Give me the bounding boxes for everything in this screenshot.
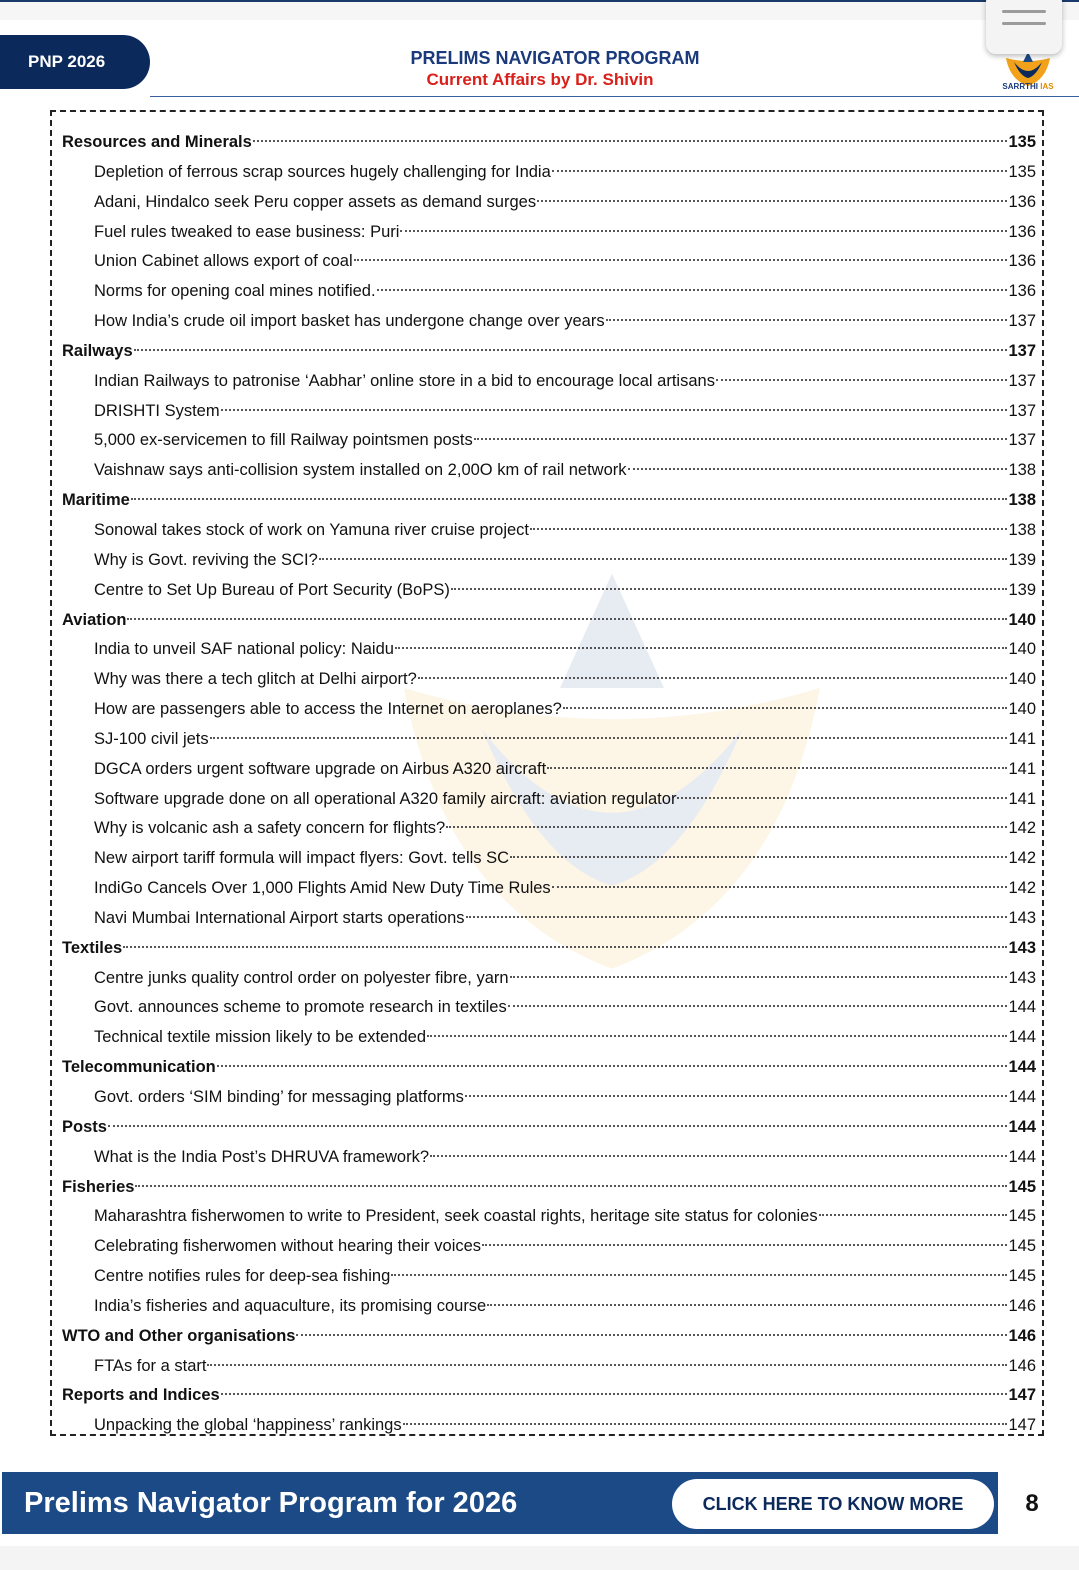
- toc-entry-page: 137: [1008, 341, 1036, 360]
- toc-entry-page: 136: [1008, 282, 1036, 301]
- toc-item-entry[interactable]: [62, 158, 1036, 188]
- toc-dot-leader: [221, 1393, 1008, 1395]
- toc-entry-title: Centre notifies rules for deep-sea fishing: [94, 1267, 391, 1286]
- toc-entry-page: 138: [1008, 491, 1036, 510]
- toc-entry-page: 146: [1008, 1296, 1036, 1315]
- toc-dot-leader: [563, 707, 1008, 709]
- toc-section-entry[interactable]: [62, 128, 1036, 158]
- toc-entry-title: Textiles: [62, 938, 123, 957]
- toc-item-entry[interactable]: [62, 1292, 1036, 1322]
- toc-entry-title: DGCA orders urgent software upgrade on Airbus A320 aircraft: [94, 759, 547, 778]
- toc-dot-leader: [552, 886, 1008, 888]
- toc-entry-page: 147: [1008, 1386, 1036, 1405]
- toc-item-entry[interactable]: [62, 426, 1036, 456]
- toc-dot-leader: [628, 468, 1008, 470]
- toc-entry-page: 142: [1008, 819, 1036, 838]
- page-number: 8: [1025, 1490, 1039, 1517]
- toc-section-entry[interactable]: [62, 1113, 1036, 1143]
- toc-item-entry[interactable]: [62, 188, 1036, 218]
- toc-dot-leader: [354, 259, 1008, 261]
- toc-entry-title: Navi Mumbai International Airport starts operations: [94, 908, 465, 927]
- toc-entry-title: Centre junks quality control order on polyester fibre, yarn: [94, 968, 509, 987]
- bottom-band: [0, 1546, 1079, 1570]
- toc-dot-leader: [253, 140, 1008, 142]
- toc-item-entry[interactable]: [62, 367, 1036, 397]
- toc-entry-title: DRISHTI System: [94, 401, 220, 420]
- toc-entry-page: 140: [1008, 700, 1036, 719]
- toc-entry-page: 145: [1008, 1237, 1036, 1256]
- toc-item-entry[interactable]: [62, 993, 1036, 1023]
- toc-entry-title: Fisheries: [62, 1177, 135, 1196]
- toc-dot-leader: [510, 976, 1008, 978]
- toc-entry-title: Celebrating fisherwomen without hearing their voices: [94, 1237, 482, 1256]
- toc-dot-leader: [677, 797, 1007, 799]
- toc-entry-page: 136: [1008, 222, 1036, 241]
- toc-item-entry[interactable]: [62, 874, 1036, 904]
- toc-dot-leader: [127, 618, 1007, 620]
- toc-entry-page: 138: [1008, 461, 1036, 480]
- toc-entry-page: 146: [1008, 1326, 1036, 1345]
- toc-item-entry[interactable]: [62, 785, 1036, 815]
- toc-dot-leader: [377, 289, 1008, 291]
- toc-dot-leader: [466, 916, 1008, 918]
- toc-entry-title: India to unveil SAF national policy: Naidu: [94, 640, 394, 659]
- toc-dot-leader: [134, 349, 1008, 351]
- toc-section-entry[interactable]: [62, 1173, 1036, 1203]
- toc-dot-leader: [108, 1125, 1008, 1127]
- toc-dot-leader: [207, 1364, 1007, 1366]
- toc-entry-page: 141: [1008, 729, 1036, 748]
- toc-entry-title: IndiGo Cancels Over 1,000 Flights Amid New Duty Time Rules: [94, 879, 551, 898]
- toc-item-entry[interactable]: [62, 665, 1036, 695]
- toc-entry-page: 135: [1008, 133, 1036, 151]
- toc-item-entry[interactable]: [62, 277, 1036, 307]
- know-more-button[interactable]: CLICK HERE TO KNOW MORE: [672, 1479, 994, 1529]
- toc-entry-title: New airport tariff formula will impact flyers: Govt. tells SC: [94, 849, 510, 868]
- banner-text: Prelims Navigator Program for 2026: [24, 1487, 518, 1519]
- toc-entry-page: 144: [1008, 1028, 1036, 1047]
- toc-entry-title: Govt. orders ‘SIM binding’ for messaging platforms: [94, 1088, 464, 1106]
- header-divider: [150, 96, 1079, 97]
- toc-item-entry[interactable]: [62, 904, 1036, 934]
- toc-entry-page: 136: [1008, 252, 1036, 271]
- toc-entry-page: 141: [1008, 759, 1036, 778]
- toc-entry-page: 146: [1008, 1356, 1036, 1375]
- toc-entry-page: 143: [1008, 938, 1036, 957]
- toc-dot-leader: [510, 856, 1007, 858]
- toc-section-entry[interactable]: [62, 1322, 1036, 1352]
- toc-dot-leader: [427, 1035, 1007, 1037]
- toc-dot-leader: [547, 767, 1007, 769]
- toc-entry-title: FTAs for a start: [94, 1356, 207, 1375]
- toc-dot-leader: [319, 558, 1008, 560]
- toc-dot-leader: [819, 1214, 1008, 1216]
- toc-item-entry[interactable]: [62, 1411, 1036, 1441]
- pnp-badge-label: PNP 2026: [28, 52, 106, 71]
- toc-dot-leader: [430, 1155, 1007, 1157]
- toc-item-entry[interactable]: [62, 1143, 1036, 1173]
- toc-item-entry[interactable]: [62, 1083, 1036, 1113]
- toc-entry-title: Norms for opening coal mines notified.: [94, 282, 376, 301]
- toc-section-entry[interactable]: [62, 1053, 1036, 1083]
- toc-dot-leader: [451, 588, 1008, 590]
- toc-dot-leader: [606, 319, 1008, 321]
- toc-item-entry[interactable]: [62, 755, 1036, 785]
- toc-entry-page: 141: [1008, 789, 1036, 808]
- toc-dot-leader: [530, 528, 1007, 530]
- toc-entry-page: 142: [1008, 849, 1036, 868]
- toc-item-entry[interactable]: [62, 1202, 1036, 1232]
- toc-entry-title: Union Cabinet allows export of coal: [94, 252, 353, 271]
- toc-entry-title: How are passengers able to access the Internet on aeroplanes?: [94, 700, 562, 719]
- toc-entry-page: 143: [1008, 968, 1036, 987]
- toc-item-entry[interactable]: [62, 1262, 1036, 1292]
- toc-entry-title: 5,000 ex-servicemen to fill Railway pointsmen posts: [94, 431, 473, 450]
- toc-entry-title: Telecommunication: [62, 1058, 216, 1077]
- logo-wordmark: SARRTHI IAS: [1002, 82, 1054, 91]
- toc-entry-page: 135: [1008, 162, 1036, 181]
- toc-item-entry[interactable]: [62, 516, 1036, 546]
- toc-entry-title: Adani, Hindalco seek Peru copper assets as demand surges: [94, 192, 537, 211]
- toc-item-entry[interactable]: [62, 964, 1036, 994]
- toc-entry-title: Why was there a tech glitch at Delhi airport?: [94, 670, 417, 689]
- toc-dot-leader: [395, 647, 1008, 649]
- toc-entry-title: Fuel rules tweaked to ease business: Puri: [94, 222, 400, 241]
- toc-item-entry[interactable]: [62, 844, 1036, 874]
- toc-dot-leader: [296, 1334, 1007, 1336]
- toc-dot-leader: [537, 200, 1007, 202]
- toc-entry-page: 138: [1008, 520, 1036, 539]
- toc-item-entry[interactable]: [62, 1023, 1036, 1053]
- toc-entry-title: Aviation: [62, 610, 127, 629]
- table-of-contents: [50, 110, 1044, 1436]
- toc-entry-page: 140: [1008, 670, 1036, 689]
- toc-entry-title: Railways: [62, 341, 133, 360]
- promo-banner[interactable]: [2, 1472, 998, 1534]
- toc-item-entry[interactable]: [62, 456, 1036, 486]
- toc-entry-title: Resources and Minerals: [62, 133, 252, 151]
- toc-entry-title: What is the India Post’s DHRUVA framework?: [94, 1147, 430, 1166]
- toc-dot-leader: [716, 379, 1008, 381]
- toc-dot-leader: [418, 677, 1008, 679]
- toc-item-entry[interactable]: [62, 546, 1036, 576]
- toc-dot-leader: [131, 498, 1008, 500]
- toc-section-entry[interactable]: [62, 1381, 1036, 1411]
- toc-dot-leader: [135, 1185, 1007, 1187]
- toc-item-entry[interactable]: [62, 218, 1036, 248]
- menu-bar: [1002, 10, 1046, 13]
- toc-entry-title: Maritime: [62, 491, 130, 510]
- toc-dot-leader: [217, 1065, 1008, 1067]
- toc-dot-leader: [465, 1095, 1008, 1097]
- toc-dot-leader: [552, 170, 1008, 172]
- toc-entry-page: 137: [1008, 431, 1036, 450]
- top-band: [0, 2, 1079, 20]
- toc-entry-title: Indian Railways to patronise ‘Aabhar’ online store in a bid to encourage local artisans: [94, 371, 715, 390]
- toc-entry-title: Software upgrade done on all operational A320 family aircraft: aviation regulator: [94, 789, 677, 808]
- menu-bar: [1002, 22, 1046, 25]
- toc-entry-title: Why is Govt. reviving the SCI?: [94, 550, 318, 569]
- toc-item-entry[interactable]: [62, 1232, 1036, 1262]
- toc-entry-title: Why is volcanic ash a safety concern for flights?: [94, 819, 446, 838]
- toc-entry-page: 139: [1008, 580, 1036, 599]
- toc-entry-page: 144: [1008, 1117, 1036, 1136]
- program-title: PRELIMS NAVIGATOR PROGRAM: [410, 48, 700, 68]
- toc-dot-leader: [474, 438, 1008, 440]
- toc-dot-leader: [210, 737, 1008, 739]
- toc-item-entry[interactable]: [62, 397, 1036, 427]
- toc-entry-page: 144: [1008, 1058, 1036, 1077]
- toc-entry-title: India’s fisheries and aquaculture, its promising course: [94, 1296, 487, 1315]
- toc-entry-page: 142: [1008, 879, 1036, 898]
- toc-section-entry[interactable]: [62, 337, 1036, 367]
- toc-entry-page: 144: [1008, 998, 1036, 1017]
- toc-dot-leader: [400, 230, 1007, 232]
- toc-item-entry[interactable]: [62, 576, 1036, 606]
- toc-dot-leader: [487, 1304, 1007, 1306]
- toc-item-entry[interactable]: [62, 695, 1036, 725]
- toc-item-entry[interactable]: [62, 1352, 1036, 1382]
- toc-section-entry[interactable]: [62, 486, 1036, 516]
- toc-entry-title: WTO and Other organisations: [62, 1326, 296, 1345]
- toc-entry-title: How India’s crude oil import basket has undergone change over years: [94, 312, 605, 331]
- menu-button[interactable]: [986, 0, 1062, 54]
- toc-dot-leader: [221, 409, 1008, 411]
- toc-entry-page: 144: [1008, 1088, 1036, 1106]
- toc-entry-title: Depletion of ferrous scrap sources hugely challenging for India: [94, 162, 551, 181]
- pnp-badge: [0, 35, 150, 89]
- toc-entry-title: Sonowal takes stock of work on Yamuna river cruise project: [94, 520, 530, 539]
- program-subtitle: Current Affairs by Dr. Shivin: [426, 70, 654, 89]
- toc-dot-leader: [482, 1244, 1007, 1246]
- toc-entry-page: 140: [1008, 610, 1036, 629]
- toc-entry-title: Technical textile mission likely to be extended: [94, 1028, 427, 1047]
- toc-entry-page: 140: [1008, 640, 1036, 659]
- toc-item-entry[interactable]: [62, 635, 1036, 665]
- toc-entry-page: 145: [1008, 1267, 1036, 1286]
- toc-entry-page: 145: [1008, 1207, 1036, 1226]
- toc-entry-title: Unpacking the global ‘happiness’ rankings: [94, 1416, 402, 1435]
- toc-dot-leader: [446, 826, 1007, 828]
- toc-entry-page: 139: [1008, 550, 1036, 569]
- toc-dot-leader: [391, 1274, 1007, 1276]
- toc-entry-page: 145: [1008, 1177, 1036, 1196]
- toc-item-entry[interactable]: [62, 307, 1036, 337]
- toc-dot-leader: [403, 1423, 1008, 1425]
- toc-entry-page: 137: [1008, 401, 1036, 420]
- toc-entry-title: Reports and Indices: [62, 1386, 220, 1405]
- toc-entry-title: SJ-100 civil jets: [94, 729, 209, 748]
- toc-section-entry[interactable]: [62, 934, 1036, 964]
- toc-entry-page: 144: [1008, 1147, 1036, 1166]
- toc-dot-leader: [123, 946, 1007, 948]
- toc-entry-title: Govt. announces scheme to promote research in textiles: [94, 998, 507, 1017]
- toc-entry-page: 136: [1008, 192, 1036, 211]
- toc-entry-title: Vaishnaw says anti-collision system installed on 2,00O km of rail network: [94, 461, 627, 480]
- toc-entry-title: Centre to Set Up Bureau of Port Security (BoPS): [94, 580, 450, 599]
- toc-entry-page: 143: [1008, 908, 1036, 927]
- toc-item-entry[interactable]: [62, 247, 1036, 277]
- toc-entry-title: Maharashtra fisherwomen to write to President, seek coastal rights, heritage site status for colonies: [94, 1207, 818, 1226]
- toc-item-entry[interactable]: [62, 725, 1036, 755]
- toc-entry-page: 137: [1008, 312, 1036, 331]
- toc-list: [62, 128, 1036, 1441]
- toc-dot-leader: [508, 1005, 1008, 1007]
- toc-item-entry[interactable]: [62, 814, 1036, 844]
- toc-entry-title: Posts: [62, 1117, 107, 1136]
- toc-entry-page: 147: [1008, 1416, 1036, 1435]
- toc-entry-page: 137: [1008, 371, 1036, 390]
- toc-section-entry[interactable]: [62, 606, 1036, 636]
